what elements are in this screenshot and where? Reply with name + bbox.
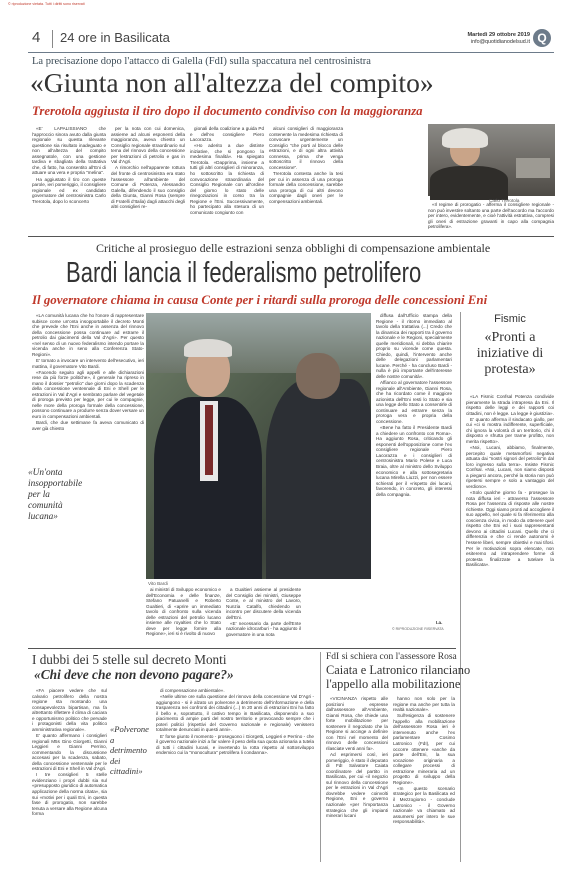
trerotola-caption: Carlo Trerotola bbox=[489, 198, 520, 203]
story2-title: Bardi lancia il federalismo petrolifero bbox=[66, 257, 422, 289]
page-number: 4 bbox=[32, 29, 41, 46]
story3-column-1: «FA piacere vedere che sul calvario petrolifero della nostra regione sta montando una consapevolezza bipartisan, ma fa altrettanto riflettere il clima di caciara e opportunismo politico che pervade i protagonisti della vita politico amministrativa regionale». E' quanto affermano i consiglieri regionali M5s Gino Giorgetti, Gianni Leggieri e Gianni Perrino, commentando la discussione accesasi per la scadenza, sabato, della concessione ventennale per le estrazioni di Eni e Shell in Val d'Agri. I tre consiglieri 5 stelle evidenziano i propri dubbi sia sul «presupposto giuridico di automatica applicazione della norma citata», sia sui «motivi per i quali Eni, in questa fase di prorogatio, non sarebbe tenuta a versare alla Regione alcuna forma bbox=[32, 688, 107, 817]
story1-title: «Giunta non all'altezza del compito» bbox=[30, 67, 434, 98]
bardi-caption: Vito Bardi bbox=[148, 581, 168, 586]
story2-column-1: «LA comunità lucana che ho l'onore di rappresentare subisce come un'onta insopportabile il decreto Monti che prevede che l'Eni anche in assenza del rinnovo della concessione possa continuare ad estrarre il petrolio dai giacimenti della Val d'Agri». Per questo «nel senso di un nuovo federalismo intendo portare la vicenda anche in seno alla Conferenza Stato-Regioni». E' tornato a invocare un intervento dell'esecutivo, ieri mattina, il governatore Vito Bardi. «Facendo seguito agli appelli e alle dichiarazioni rese da più forze politiche», il generale ha ripreso in mano il dossier "petrolio" due giorni dopo la scadenza della concessione ventennale di Eni e Shell per le estrazioni in Val d'Agri e sembrato parlare del vegetale di proroga previsto per legge, per cui le compagnie, nelle more della proroga formale della concessione, possono continuare a produrre senza dover versare un euro in compensazioni ambientali. Bardi, che due settimane fa aveva comunicato di aver già chiesto bbox=[32, 313, 144, 431]
trerotola-photo bbox=[428, 124, 555, 196]
header-divider bbox=[52, 30, 53, 48]
story1-column-4: alcuni consiglieri di maggioranza contenente la medesima richiesta di convocare urgentemente un Consiglio "che porti al blocco delle estrazioni, e di ogni altra attività connessa, prima che venga sottoscritto il rinnovo della concessione". Trerotola contesta anche la tesi per cui in assenza di una proroga formale della concessione, sarebbe una proroga di cui altri devono compagnie dagli oneri per le compensazioni ambientali. bbox=[269, 126, 343, 204]
story3-column-2: di compensazione ambientale». «Nelle ultime ore sulla questione del rinnovo della concessione Val D'Agri - aggiungono - si è alzato un polverone a detrimento dell'informazione e della trasparenza nei confronti dei cittadini (...) In 20 anni di estrazioni Eni ha fatto il bello e, soprattutto, il cattivo tempo in Basilicata, disponendo a suo piacimento di ampie parti del nostro territorio e provocando sempre che i poteri politici (rispettivi del Governo nazionale e regionale) venissero totalmente denunciati in questi anni». E' forse giunto il momento - proseguono i Giorgetti, Leggieri e Perrino - che il governo nazionale inizi a far valere il peso della sua quota azionaria a tutela di tutti i cittadini lucani, e invertendo la rotta rispetto al sottosviluppo endemico cui la "monocultura" petrolifera li condanna». bbox=[156, 688, 314, 756]
contact-email: info@quotidianodelsud.it bbox=[470, 39, 530, 45]
newspaper-logo: Q bbox=[533, 29, 551, 47]
portrait-background bbox=[516, 158, 550, 178]
header-rule bbox=[28, 52, 554, 53]
sidebar-label: Fismic bbox=[494, 313, 526, 325]
story2-column-4: diffusa dall'Ufficio stampa della Regione - il ritorno immediato al tavolo della trattativa (...) Credo che la dinamica dei rapporti tra il governo nazionale e le Regioni, specialmente quelle meridionali, si debba chiarire proprio su vicende come questa. Chiedo, quindi, l'intervento anche delle delegazioni parlamentari lucane. Perché - ha concluso Bardi - nulla è più importante dell'interesse delle nostre comunità». Affianco al governatore l'assessore regionale all'Ambiente, Gianni Rosa, che ha ricordato come il maggiore azionista dell'Eni resti lo Stato e sia una legge dello Stato a consentirle di continuare ad estrarre senza la proroga vera e propria della concessione. «Bene ha fatto il Presidente Bardi a chiedere un confronto con Roma». Ha aggiunto Rosa, criticando gli esponenti dell'opposizione come l'ex consigliere regionale Piero Lacorazza e i consiglieri di centrosinistra Mario Polese e Luca Braia, oltre al ministro dello Sviluppo economico e alla sottosegretaria lucana Mirella Liuzzi, per non essere schierati per il «rispetto dei lucani, favorendo, in concreto, gli interessi della compagnia. bbox=[376, 313, 452, 497]
second-figure-head bbox=[296, 353, 340, 399]
story1-column-5: «Il regime di prorogatio - afferma il consigliere regionale - non può investire soltanto una parte dell'accordo ma l'accordo per intero, evidentemente, e cioè l'attività estrattiva, compresi gli oneri di estrazione gravanti in capo alla compagnia petrolifera». bbox=[428, 202, 554, 230]
story1-column-3: gionali della coalizione a guida Pd e dell'ex consigliere Piero Lacorazza. «Ho aderito a due distinte iniziative, che si pongono la medesima finalità». Ha spiegato Trerotola. «Dapprima, insieme a tutti gli altri consiglieri di minoranza, ho sottoscritto la richiesta di convocazione straordinaria del Consiglio Regionale con all'ordine del giorno lo stato delle rinegoziazioni in corso tra la Regione e l'Eni. Successivamente, ho partecipato alla stesura di un comunicato congiunto con bbox=[190, 126, 264, 215]
sidebar-title: «Pronti a iniziative di protesta» bbox=[476, 330, 544, 377]
bardi-tie bbox=[205, 405, 213, 475]
story1-rule bbox=[28, 236, 554, 237]
story4-column-2: hanno non solo per la regione ma anche per tutta la realtà nazionale». Sull'esigenza di sostenere l'appello alla mobilitazione dell'assessore Rosa ieri è intervenuto anche l'ex parlamentare Cosimo Latronico (FdI), per cui occorre ottenere «anche da parte dell'Eni, la sua vocazione originaria a collegare processi di estrazione mineraria ad un progetto di sviluppo della Regione». «In questo scenario strategico per la Basilicata ed il Mezzogiorno - conclude Latronico - il Governo nazionale va chiamato ad assumersi per intero le sue responsabilità». bbox=[393, 696, 455, 825]
story2-column-3: a Gualtieri assieme al presidente del Consiglio dei ministri, Giuseppe Conte, e al ministro del Lavoro, Nunzia Catalfo, chiedendo un incontro per discutere della vicenda dell'Eni. «E' necessario da parte dell'Ente nazionale idrocarburi - ha aggiunto il governatore in una nota bbox=[226, 587, 301, 637]
story4-title-line2: l'appello alla mobilitazione bbox=[326, 677, 461, 691]
story1-kicker: La precisazione dopo l'attacco di Galella (FdI) sulla spaccatura nel centrosinistra bbox=[32, 56, 371, 67]
portrait-hair bbox=[442, 128, 488, 148]
story3-title-line2: «Chi deve che non devono pagare?» bbox=[34, 667, 234, 682]
story4-column-1: «VICINANZA rispetto alle posizioni espresse dall'assessore all'Ambiente, Gianni Rosa, che chiede una forte mobilitazione per sostenere il negoziato che la Regione si accinge a definire con l'Eni nel momento del rinnovo delle concessioni rilasciate venti anni fa». Ad esprimersi così, ieri pomeriggio, è stato il deputato di FdI Salvatore Caiata coordinatore del partito in Basilicata, per cui «il negozio sul rinnovo della concessione per le estrazioni in Val d'Agri dovrebbe vedere coinvolti Regione, Eni e governo nazionale «per l'importanza strategica che gli impianti minerari lucani bbox=[326, 696, 388, 819]
story4-kicker: FdI si schiera con l'assessore Rosa bbox=[326, 652, 457, 662]
story3-divider bbox=[320, 652, 321, 862]
story3-pull-quote: «Polverone a detrimento dei cittadini» bbox=[110, 724, 149, 776]
story2-rule bbox=[28, 648, 456, 649]
story2-subtitle: Il governatore chiama in causa Conte per i ritardi sulla proroga delle concessioni Eni bbox=[32, 293, 488, 307]
story2-copyright: © RIPRODUZIONE RISERVATA bbox=[392, 627, 444, 631]
story1-column-1: «E' LAPALISSIANO che l'approccio sinora avuto dalla giunta regionale su questa rilevante questione sia risultato inadeguato e non all'altezza del compito assegnatole, con una gestione tardiva e sbagliata della trattativa che, di fatto, ha consentito all'Eni di attuare una vera e propria "melina". Ha aggiustato il tiro con queste parole, ieri pomeriggio, il consigliere regionale ed ex candidato governatore del centrosinistra Carlo Trerotola, dopo lo sconcerto bbox=[32, 126, 106, 204]
sidebar-body: «LA Fismic Confsal Potenza condivide pienamente la strada intrapresa da Eni. Il rispetto delle leggi e dei rapporti coi cittadini, non è legge. La legge è giustizia». E' quanto afferma il sindacato giallo, per cui «ci si mostra indifferente, superficiale, chi ignora la volontà di un territorio, chi il disposto e sfrutta per trarne profitto, non merita rispetto». «Noi, Lucani, abbiamo, finalmente, percepito quale metamorfosi negativa attuata dai "nostri signori del petrolio"in dal loro ingresso sulla terra». Insiste Fismic Confsal. «Noi, Lucani, non siamo disposti a piegarci ancora, perché la storia non può ripetersi sempre e solo a vantaggio del verdiono». «Solo qualche giorno fa - prosegue la nota diffusa ieri - attraverso l'assessore Rosa per l'assenza di risposte alle nostre richieste. Oggi siamo pronti ad accogliere il suo appello, nel quale si fa riferimento alla coscienza civica, in modo da ottenere quel rispetto che Eni ed i suoi rappresentanti devono ai cittadini Lucani. Quello che ci differenzia e che ci rende autonomi è l'essere liberi, sempre obiettivi e mai tifosi. Per le motivazioni sopra elencate, non esiteremo ad intraprendere forme di protesta finalizzate a tutelare la Basilicata». bbox=[466, 394, 554, 568]
story4-title-line1: Caiata e Latronico rilanciano bbox=[326, 663, 471, 677]
story1-column-2: per la nota con cui domenica, assieme ad alcuni esponenti della maggioranza, aveva chiesto un Consiglio regionale straordinario sul tema del rinnovo della concessione per lestrazioni di petrolio e gas in Val d'Agri. A rimorchio nell'apparente rottura del fronte di centrosinistra era stato l'assessore all'ambiente del Comune di Potenza, Alessandro Galella, difendendo il suo consiglio della Giunta, Gianni Rosa (sempre di Fratelli d'Italia) dagli attacchi degli altri consiglieri re- bbox=[111, 126, 185, 210]
story2-column-2: ai ministri di Sviluppo economico e dell'Economia e delle finanze, Stefano Patuanelli e Roberto Gualtieri, di «aprire un immediato tavolo di confronto sulla vicenda delle estrazioni del petrolio lucano insieme alle royalties che lo Stato deve per legge fornire alla Regione», ieri si è rivolto di nuovo bbox=[146, 587, 221, 637]
issue-date: Martedì 29 ottobre 2019 bbox=[467, 32, 530, 38]
sidebar-divider bbox=[460, 312, 461, 862]
section-name: 24 ore in Basilicata bbox=[60, 30, 170, 45]
story1-subtitle: Trerotola aggiusta il tiro dopo il documento condiviso con la maggioranza bbox=[32, 104, 423, 118]
story2-signature: I.a. bbox=[436, 620, 443, 625]
story2-pull-quote: «Un'onta insopportabile per la comunità lucana» bbox=[28, 466, 88, 525]
bardi-hair bbox=[184, 339, 232, 357]
story2-kicker: Critiche al prosieguo delle estrazioni senza obblighi di compensazione ambientale bbox=[96, 241, 491, 255]
second-figure bbox=[266, 379, 371, 579]
copyright-note: © riproduzione vietata. Tutti i diritti sono riservati bbox=[8, 2, 85, 6]
bardi-photo bbox=[146, 313, 371, 579]
portrait-jacket bbox=[430, 166, 508, 200]
story3-title-line1: I dubbi dei 5 stelle sul decreto Monti bbox=[32, 652, 227, 667]
